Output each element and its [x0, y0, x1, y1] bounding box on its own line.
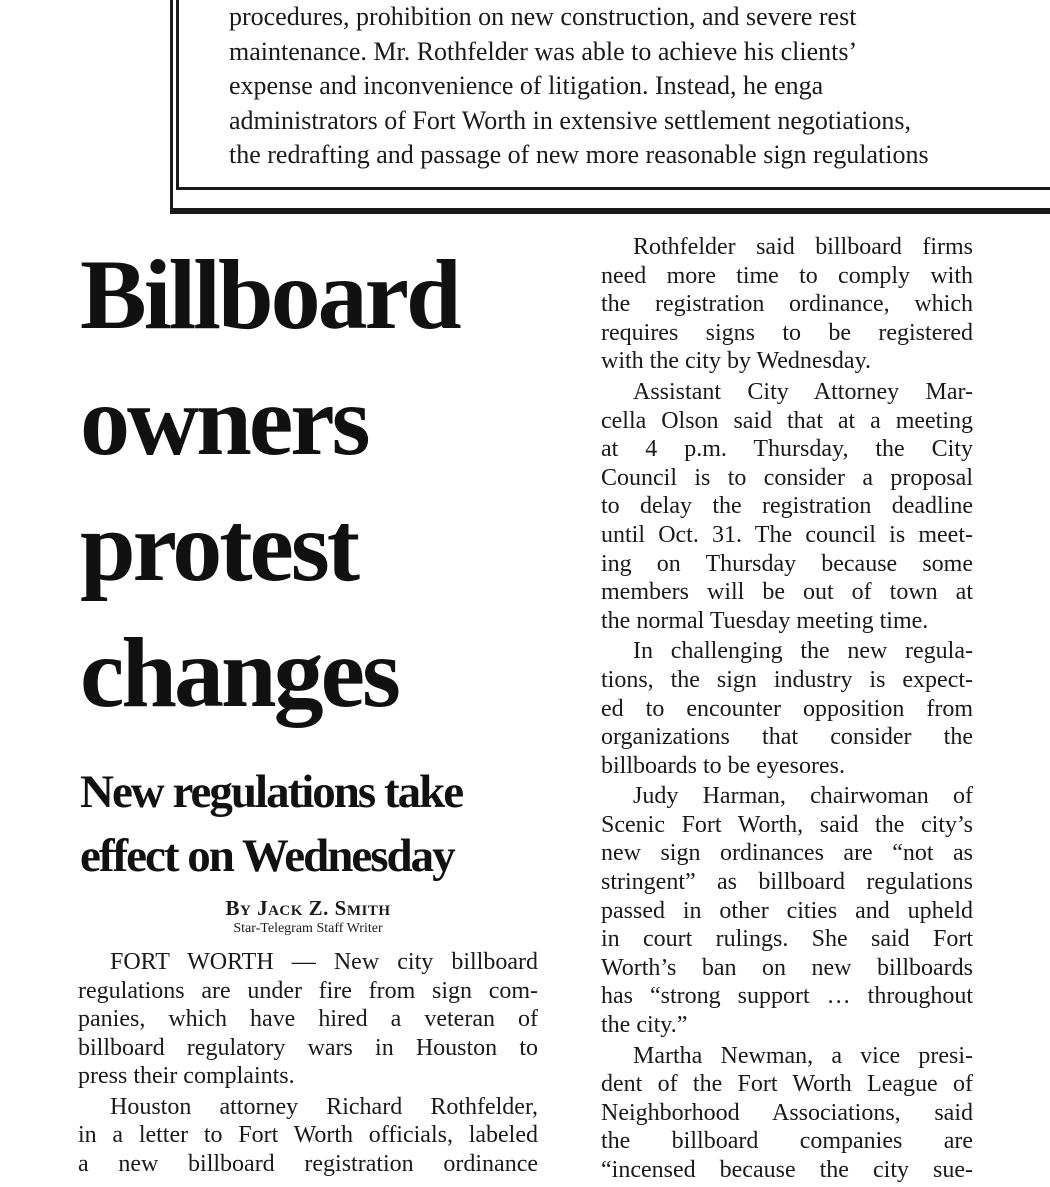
text-line: requires signs to be registered: [601, 319, 973, 346]
text-line: Martha Newman, a vice presi-: [633, 1042, 973, 1069]
paragraph: [78, 948, 538, 1091]
excerpt-line: procedures, prohibition on new construction, and severe rest: [229, 2, 857, 31]
text-line: the city.”: [601, 1012, 688, 1039]
text-line: the registration ordinance, which: [601, 291, 973, 318]
text-line: in court rulings. She said Fort: [601, 926, 973, 953]
text-line: regulations are under fire from sign com-: [78, 977, 538, 1004]
excerpt-line: maintenance. Mr. Rothfelder was able to achieve his clients’: [229, 36, 858, 66]
text-line: dent of the Fort Worth League of: [601, 1071, 973, 1098]
paragraph: [601, 782, 973, 1039]
text-line: Council is to consider a proposal: [601, 464, 973, 491]
byline-role: Star-Telegram Staff Writer: [233, 921, 383, 936]
excerpt-line: expense and inconvenience of litigation. Instead, he enga: [229, 71, 824, 100]
paragraph: [601, 378, 973, 635]
text-line: the normal Tuesday meeting time.: [601, 607, 929, 634]
left-column: [78, 948, 538, 1180]
byline: By Jack Z. Smith: [225, 896, 391, 920]
text-line: in a letter to Fort Worth officials, labeled: [78, 1122, 538, 1148]
headline: [80, 232, 560, 736]
text-line: has “strong support … throughout: [601, 983, 973, 1010]
text-line: tions, the sign industry is expect-: [601, 666, 973, 693]
paragraph: [601, 233, 973, 376]
text-line: Judy Harman, chairwoman of: [633, 783, 973, 810]
right-column: [601, 233, 973, 1187]
text-line: members will be out of town at: [601, 579, 973, 606]
text-line: “incensed because the city sue-: [601, 1157, 973, 1183]
text-line: press their complaints.: [78, 1063, 295, 1089]
text-line: Rothfelder said billboard firms: [633, 234, 973, 260]
text-line: billboard regulatory wars in Houston to: [78, 1034, 538, 1061]
text-line: new sign ordinances are “not as: [601, 840, 973, 867]
headline-line: protest: [80, 491, 358, 602]
subheadline: [80, 760, 560, 888]
text-line: Worth’s ban on new billboards: [601, 954, 973, 981]
paragraph: [601, 1042, 973, 1185]
text-line: cella Olson said that at a meeting: [601, 407, 973, 434]
text-line: to delay the registration deadline: [601, 493, 973, 520]
text-line: billboards to be eyesores.: [601, 752, 845, 779]
text-line: organizations that consider the: [601, 724, 973, 751]
subhead-line: New regulations take: [80, 766, 463, 818]
subhead-line: effect on Wednesday: [80, 830, 454, 882]
headline-line: changes: [80, 617, 398, 728]
text-line: Assistant City Attorney Mar-: [633, 378, 973, 405]
text-line: ed to encounter opposition from: [601, 695, 973, 722]
excerpt-line: administrators of Fort Worth in extensive settlement negotiations,: [229, 105, 911, 135]
headline-line: Billboard: [80, 239, 459, 350]
text-line: stringent” as billboard regulations: [601, 869, 973, 896]
text-line: Neighborhood Associations, said: [601, 1099, 973, 1126]
paragraph: [78, 1093, 538, 1179]
text-line: ing on Thursday because some: [601, 550, 973, 577]
text-line: with the city by Wednesday.: [601, 348, 872, 375]
text-line: Houston attorney Richard Rothfelder,: [110, 1093, 538, 1120]
text-line: FORT WORTH — New city billboard: [110, 949, 538, 975]
text-line: at 4 p.m. Thursday, the City: [601, 436, 973, 463]
excerpt-text: [229, 0, 1050, 173]
text-line: passed in other cities and upheld: [601, 897, 973, 924]
text-line: Scenic Fort Worth, said the city’s: [601, 811, 973, 838]
text-line: a new billboard registration ordinance: [78, 1150, 538, 1177]
text-line: In challenging the new regula-: [633, 638, 973, 665]
excerpt-line: the redrafting and passage of new more reasonable sign regulations: [229, 140, 929, 169]
text-line: the billboard companies are: [601, 1128, 973, 1155]
paragraph: [601, 637, 973, 780]
text-line: until Oct. 31. The council is meet-: [601, 521, 973, 548]
text-line: need more time to comply with: [601, 262, 973, 289]
text-line: panies, which have hired a veteran of: [78, 1006, 538, 1032]
headline-line: owners: [80, 365, 368, 476]
